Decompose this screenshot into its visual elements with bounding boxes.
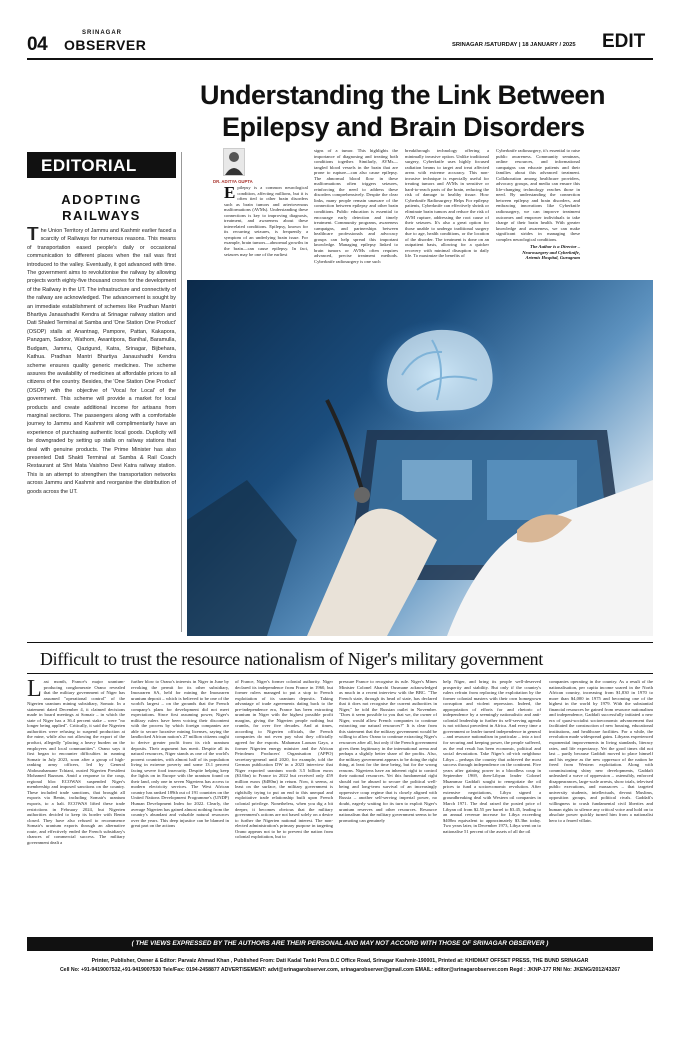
author-name: DR. ADITYA GUPTA <box>213 179 253 184</box>
dateline: SRINAGAR /SATURDAY | 18 JANUARY / 2025 <box>452 42 576 48</box>
disclaimer-bar <box>27 937 653 951</box>
editorial-divider <box>181 152 182 632</box>
feature-col2-text: signs of a tumor. This highlights the importance of diagnosing and treating both conditions together. Similarly, AVMs—tangled blood vessels in the brain that are prone to rupture—can also cause epilepsy. The abnormal blood flow in these malformations often triggers seizures, reinforcing the need to address these disorders comprehensively. Despite the clear links, many people remain unaware of the connection between epilepsy and other brain conditions. Public education is essential to encourage early detection and timely treatment. Community programs, awareness campaigns, and partnerships between healthcare professionals and advocacy groups can help spread this important knowledge. Managing epilepsy linked to brain tumors or AVMs often requires advanced, precise treatment methods. Cyberknife radiosurgery is one such <box>314 148 398 264</box>
section-label: EDIT <box>602 31 646 52</box>
feature-headline-line1: Understanding the Link Between <box>200 80 606 110</box>
niger-column-6 <box>549 679 653 931</box>
niger-column-5 <box>443 679 541 931</box>
masthead-rule <box>27 58 653 60</box>
feature-drop-cap: E <box>224 185 236 202</box>
niger-col3-text: of France, Niger's former colonial authority. Niger declared its independence from France in 1960, but former rulers managed to put a stop to French exploitation of its uranium deposits. Taking advantage of trade agreements dating back to the pre-independence era, France has been extracting uranium in Niger with the highest possible profit margins, giving the Nigerien people nothing but crumbs, for over five decades. And at times, according to Nigerien officials, the French companies do not even pay what they officially agreed for the exports. Mahaman Laouan Gaya, a former Nigerien energy minister and the African Petroleum Producers' Organisation (APPO) secretary-general until 2020, for example, told the German publication DW in a 2023 interview that Niger exported uranium worth 3.5 billion euros ($3.6bn) to France in 2022 but received only 459 million euros ($480m) in return. Now, it seems, at least on the surface, the military government is rightfully trying to put an end to this unequal and exploitative trade relationship built upon French colonial privilege. Nonetheless, when you dig a bit deeper, it becomes obvious that the military government's actions are not based solely on a desire to further the Nigerien national interest. The non-elected administration's primary purpose in targeting Orano appears not to be to prevent the nation from colonial exploitation, but to <box>235 679 333 840</box>
disclaimer-text: ( THE VIEWS EXPRESSED BY THE AUTHORS ARE THEIR PERSONAL AND MAY NOT ACCORD WITH THOSE OF SRINAGAR OBSERVER ) <box>131 940 549 947</box>
section-rule <box>27 642 653 643</box>
author-portrait-icon <box>223 148 245 176</box>
signature-line-1: The Author is a Director – <box>530 244 580 249</box>
feature-col4-text: Cyberknife radiosurgery, it's essential to raise public awareness. Community seminars, online resources, and informational campaigns can educate patients and their families about this advanced treatment. Collaboration among healthcare providers, advocacy groups, and media can ensure this life-changing technology reaches those in need. By understanding the connection between epilepsy and brain disorders, and embracing innovations like Cyberknife radiosurgery, we can improve treatment outcomes and empower individuals to take charge of their brain health. With greater knowledge and awareness, we can make significant strides in managing these complex neurological conditions. <box>496 148 580 242</box>
niger-headline-rule <box>27 673 653 674</box>
signature-line-3: Artemis Hospital, Gurugram <box>525 255 580 260</box>
editorial-headline-text: ADOPTING RAILWAYS <box>61 192 142 223</box>
niger-column-3 <box>235 679 333 931</box>
feature-column-2 <box>314 148 398 275</box>
feature-column-1 <box>224 185 308 275</box>
feature-column-4 <box>496 148 580 275</box>
niger-column-1 <box>27 679 125 931</box>
masthead-logo <box>64 30 184 56</box>
author-signature <box>496 244 580 261</box>
paper-name-small: SRINAGAR <box>82 30 123 36</box>
signature-line-2: Neurosurgery and Cyberknife, <box>522 249 580 255</box>
editorial-label: EDITORIAL <box>41 156 137 175</box>
niger-column-2 <box>131 679 229 931</box>
niger-col4-text: pressure France to recognise its rule. Niger's Mines Minister Colonel Abarchi Ousmane acknowledged as much in a recent interview with the BBC. "The French state, through its head of state, has declared that it does not recognise the current authorities in Niger," he told the Russian outlet in November. "Does it seem possible to you that we, the owner of Niger, would allow French companies to continue extracting our natural resources?" It is clear from this statement that the military government would be willing to allow Orano to continue extracting Niger's resources after all, but only if the French government gives them legitimacy in the international arena and perhaps a slightly better share of the profits. Also, the military government appears to be doing the right thing, at least for the time being, but for the wrong reasons. Nigeriens have an inherent right to control their national resources. Yet this fundamental right should not be abused to secure the political well-being and long-term survival of an increasingly oppressive coup regime that is closely aligned with Russia – another self-serving imperial power, no doubt, eagerly waiting for its turn to exploit Niger's uranium reserves and other resources. Resource nationalism that the military government seems to be promoting can genuinely <box>339 679 437 823</box>
imprint-line-2: Cell No: +91-9419007532,+91-9419007530 Tele/Fax: 0194-2458877 ADVERTISEMENT: advt@srinagarobserver.com, srinagarobserver@gmail.com EMAIL: editor@srinagarobserver.com Regd : JKNP-177 RNI No: JKENG/2012/43267 <box>59 967 621 973</box>
editorial-body <box>27 227 176 632</box>
feature-headline-line2: Epilepsy and Brain Disorders <box>222 112 585 142</box>
editorial-drop-cap: T <box>27 227 39 245</box>
niger-col1-text: ast month, France's major uranium-producing conglomerate Orano revealed that the military government of Niger has assumed "operational control" of the Nigerien uranium mining subsidiary, Somair. In a statement dated December 4, it claimed decisions made in board meetings at Somair – in which the state of Niger has a 36.4 percent stake – were "no longer being applied". Critically, it said the Nigerien authorities were refusing to suspend production at the mine, while also not allowing the export of the product, allegedly "placing a heavy burden on the employees and local communities". Orano says it first began to encounter difficulties in running Somair in July 2023, soon after a group of high-ranking army officers, led by General Abdourahamane Tchiani, ousted Nigerien President Mohamed Bazoum. Amid a response to the coup, regional bloc ECOWAS suspended Niger's membership and imposed sanctions on the country. These included trade sanctions, that brought all exports via Benin, including Somair's uranium exports, to a halt. ECOWAS lifted these trade restrictions in February 2024, but Nigerien authorities decided to keep its border with Benin closed. They have also refused to recommence Somair's uranium exports through an alternative route, and effectively ended the French subsidiary's chances of commercial success. The military government dealt a <box>27 679 125 845</box>
editorial-body-text: he Union Territory of Jammu and Kashmir earlier faced a scarcity of Railways for numerous reasons. This means of transportation eased people's daily or occasional communication to different places when the rail was first introduced to the valley. Eventually, it got advanced with time. The government aims to revolutionise the railway by allowing projects worth eighty-five thousand crores for the development of the Railway in the UT. The infrastructure and connectivity of the railway are acknowledged. The advancement is sought by an immediate establishment of schemes like Pradhan Mantri Bhartiya Janaushadhi Kendra at Srinagar railway station and Dati Shaled Terminal at Samba and 'One Station One Product' (OSOP) stalls at Anantnag, Pampore, Pattan, Kakapora, Panzgam, Sadoor, Wathom, Awantipora, Banihal, Baramulla, Budgam, Jammu, Qazigund, Katra, Srinagar, Bijbehara, Kathua. Pradhan Mantri Bhartiya Janaushadhi Kendra scheme ensures quality generic medicines. The scheme assures the availability of medicines at affordable prices to all citizens of the country. Besides, the 'One Station One Product' (OSOP) with the objective of 'Vocal for Local' of the government. This scheme will provide a market for local products and create additional income for artisans from marginal sections. The passengers along with a comfortable journey to Jammu and Kashmir will complimentarily have an experience of purchasing authentic local goods. Duplicity will be downgraded by setting up stalls on railway stations that deal with genuine products. The Prime Minister has also presented Dati Shakti Terminal at Samba & Rail Coach Restaurant at Shri Mata Vaishno Devi Katra railway station. This is an attempt to strengthen the transportation networks across Jammu and Kashmir and reorganise the distribution of goods across the UT. <box>27 228 176 495</box>
imprint-line-1: Printer, Publisher, Owner & Editor: Parvaiz Ahmad Khan , Published From: Dati Kadal Tanki Pora D.C Office Road, Srinagar Kashmir-190001, Printed at: KHIDMAT OFFSET PRESS, THE BUND SRINAGAR <box>91 958 589 964</box>
feature-col3-text: breakthrough technology offering a minimally invasive option. Unlike traditional surgery, Cyberknife uses highly focused radiation beams to target and treat affected areas with extreme accuracy. This non-invasive technique is especially useful for treating tumors and AVMs in sensitive or hard-to-reach parts of the brain, reducing the risk of damage to healthy tissue. How Cyberknife Radiosurgery Helps For epilepsy patients, Cyberknife can effectively shrink or eliminate brain tumors and reduce the risk of AVM rupture, addressing the root cause of their seizures. It's also a great option for those unable to undergo traditional surgery due to age, health conditions, or the location of the disorder. The treatment is done on an outpatient basis, allowing for a quicker recovery with minimal disruption to daily life. To maximize the benefits of <box>405 148 489 259</box>
doctor-brain-scan-photo-icon <box>187 280 653 636</box>
page-number: 04 <box>27 34 48 55</box>
feature-col1-text: pilepsy is a common neurological condition, affecting millions, but it is often tied to other brain disorders such as brain tumors and arteriovenous malformations (AVMs). Understanding these connections is key to improving diagnosis, treatment, and awareness about these interrelated conditions. Epilepsy, known for its recurring seizures, is frequently a symptom of an underlying brain issue. For example, brain tumors—abnormal growths in the brain—can cause epilepsy. In fact, seizures may be one of the earliest <box>224 185 308 257</box>
editorial-box <box>27 152 176 638</box>
niger-headline: Difficult to trust the resource nationalism of Niger's military government <box>40 649 544 669</box>
editorial-headline <box>27 192 176 224</box>
niger-col6-text: companies operating in the country. As a result of the nationalisation, per capita income soared in the North African country, increasing from $1,830 in 1970 to more than $4,000 in 1975 and becoming one of the highest in the world by 1979. With the substantial financial resources he gained from resource nationalism and independence, Gaddafi successfully initiated a new era of quasi-socialist socioeconomic advancement that facilitated the construction of new housing, educational institutions, and healthcare facilities. For a while, the revolution made widespread gains. Libyans experienced exponential improvements in living standards, literacy rates, and life expectancy. Yet the good times did not last – partly because Gaddafi moved to place himself and his regime as the new oppressor of the nation he freed from Western exploitation. Along with commissioning shiny new developments, Gaddafi unleashed a wave of oppression – ostensibly, enforced disappearances, large-scale arrests, show trials, televised public executions, and massacres – that targeted university students, intellectuals, devout Muslims, opposition groups, and political rivals. Gaddafi's willingness to crush fundamental civil liberties and human rights to silence any critical voice and hold on to absolute power quickly turned him from a nationalist hero to a feared villain. <box>549 679 653 823</box>
paper-name: OBSERVER <box>64 37 147 53</box>
niger-column-4 <box>339 679 437 931</box>
niger-col2-text: further blow to Orano's interests in Niger in June by revoking the permit for its other subsidiary, Imouraren SA, held for mining the Imouraren uranium deposit – which is believed to be one of the world's largest – on the grounds that the French company's plans for development did not meet expectations. Since first assuming power, Niger's military rulers have been voicing their discontent with the process by which foreign companies are able to secure lucrative mining licenses, saying the landlocked African nation's 27 million citizens ought to derive greater profit from its rich uranium deposits. Their argument has merit. Despite all its natural resources, Niger stands as one of the world's poorest countries, with almost half of its population living in extreme poverty and some 13.1 percent facing severe food insecurity. Despite helping keep the lights on in Europe with the uranium found on their land, only one in seven Nigeriens has access to modern electricity services. The West African country has ranked 189th out of 191 countries on the United Nations Development Programme's (UNDP) Human Development Index for 2022. Clearly, the average Nigerien has gained almost nothing from the country's abundant and valuable natural resources over the years. This deep injustice can be blamed in great part on the actions <box>131 679 229 829</box>
feature-col4-body <box>496 148 580 244</box>
niger-col5-text: help Niger, and bring its people well-deserved prosperity and stability. But only if the country's rulers refrain from replacing the exploitation by the former colonial masters with their own homegrown corruption and violent repression. Indeed, the appropriation of efforts for and rhetoric of independence by a seemingly nationalistic and anti-colonial leadership to further its self-serving agenda is not without precedent in Africa. And every time a government or leader turned independence in general – and resource nationalism in particular – into a tool for securing and keeping power, the people suffered, as the end result has been economic, political and social devastation. Take Niger's oil-rich neighbour Libya – perhaps the country that achieved the most success through independence on the continent. Five years after gaining power in a bloodless coup in September 1969, then-Libyan leader Colonel Muammar Gaddafi sought to renegotiate the oil prices to fund a socioeconomic revolution. After extensive negotiations, Libya signed a groundbreaking deal with Western oil companies in March 1971. The deal raised the posted price of Libyan oil from $2.55 per barrel to $3.45, leading to an annual revenue increase for Libya exceeding $400m equivalent to approximately $3.3bn today. Two years later, in December 1973, Libya went on to nationalise 51 percent of the assets of all the oil <box>443 679 541 834</box>
niger-drop-cap: L <box>27 679 42 702</box>
feature-column-3 <box>405 148 489 275</box>
